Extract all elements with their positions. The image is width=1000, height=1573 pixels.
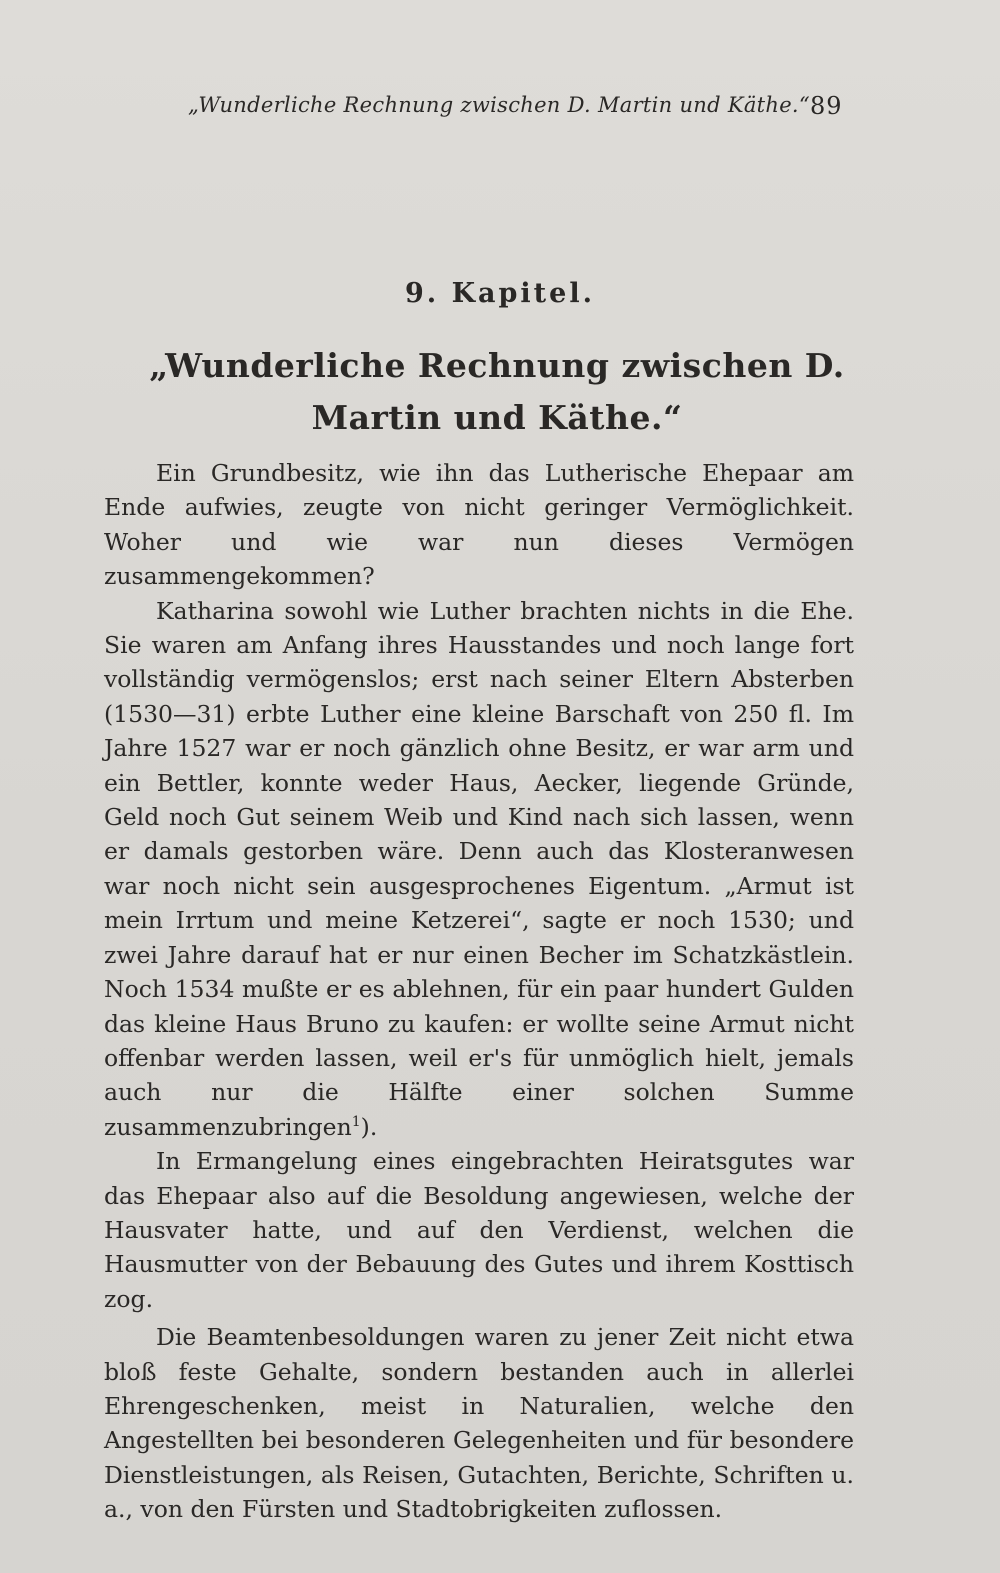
paragraph: [104, 594, 854, 1145]
body-text: [104, 456, 854, 1527]
footnote-reference[interactable]: 1: [351, 1113, 361, 1130]
running-header-title: „Wunderliche Rechnung zwischen D. Martin und Käthe.“: [188, 93, 810, 117]
chapter-number: 9. Kapitel.: [405, 278, 595, 309]
paragraph: Die Beamtenbesoldungen waren zu jener Zeit nicht etwa bloß feste Gehalte, sondern bestanden auch in allerlei Ehrengeschenken, meist in Naturalien, welche den Angestellten bei besonderen Gelegenheiten und für besondere Dienstleistungen, als Reisen, Gutachten, Berichte, Schriften u. a., von den Fürsten und Stadtobrigkeiten zuflossen.: [104, 1323, 854, 1524]
paragraph-text: Katharina sowohl wie Luther brachten nichts in die Ehe. Sie waren am Anfang ihres Hausstandes und noch lange fort vollständig vermögenslos; erst nach seiner Eltern Absterben (1530—31) erbte Luther eine kleine Barschaft von 250 fl. Im Jahre 1527 war er noch gänzlich ohne Besitz, er war arm und ein Bettler, konnte weder Haus, Aecker, liegende Gründe, Geld noch Gut seinem Weib und Kind nach sich lassen, wenn er damals gestorben wäre. Denn auch das Klosteranwesen war noch nicht sein ausgesprochenes Eigentum. „Armut ist mein Irrtum und meine Ketzerei“, sagte er noch 1530; und zwei Jahre darauf hat er nur einen Becher im Schatzkästlein. Noch 1534 mußte er es ablehnen, für ein paar hundert Gulden das kleine Haus Bruno zu kaufen: er wollte seine Armut nicht offenbar werden lassen, weil er's für unmöglich hielt, jemals auch nur die Hälfte einer solchen Summe zusammenzubringen: [104, 596, 854, 1141]
paragraph-text-end: ).: [360, 1112, 378, 1141]
chapter-title: „Wunderliche Rechnung zwischen D. Martin und Käthe.“: [149, 346, 845, 437]
page-number: 89: [810, 92, 843, 120]
paragraph: In Ermangelung eines eingebrachten Heiratsgutes war das Ehepaar also auf die Besoldung angewiesen, welche der Hausvater hatte, und auf den Verdienst, welchen die Hausmutter von der Bebauung des Gutes und ihrem Kosttisch zog.: [104, 1147, 854, 1313]
paragraph: Ein Grundbesitz, wie ihn das Lutherische Ehepaar am Ende aufwies, zeugte von nicht geringer Vermöglichkeit. Woher und wie war nun dieses Vermögen zusammengekommen?: [104, 459, 854, 591]
